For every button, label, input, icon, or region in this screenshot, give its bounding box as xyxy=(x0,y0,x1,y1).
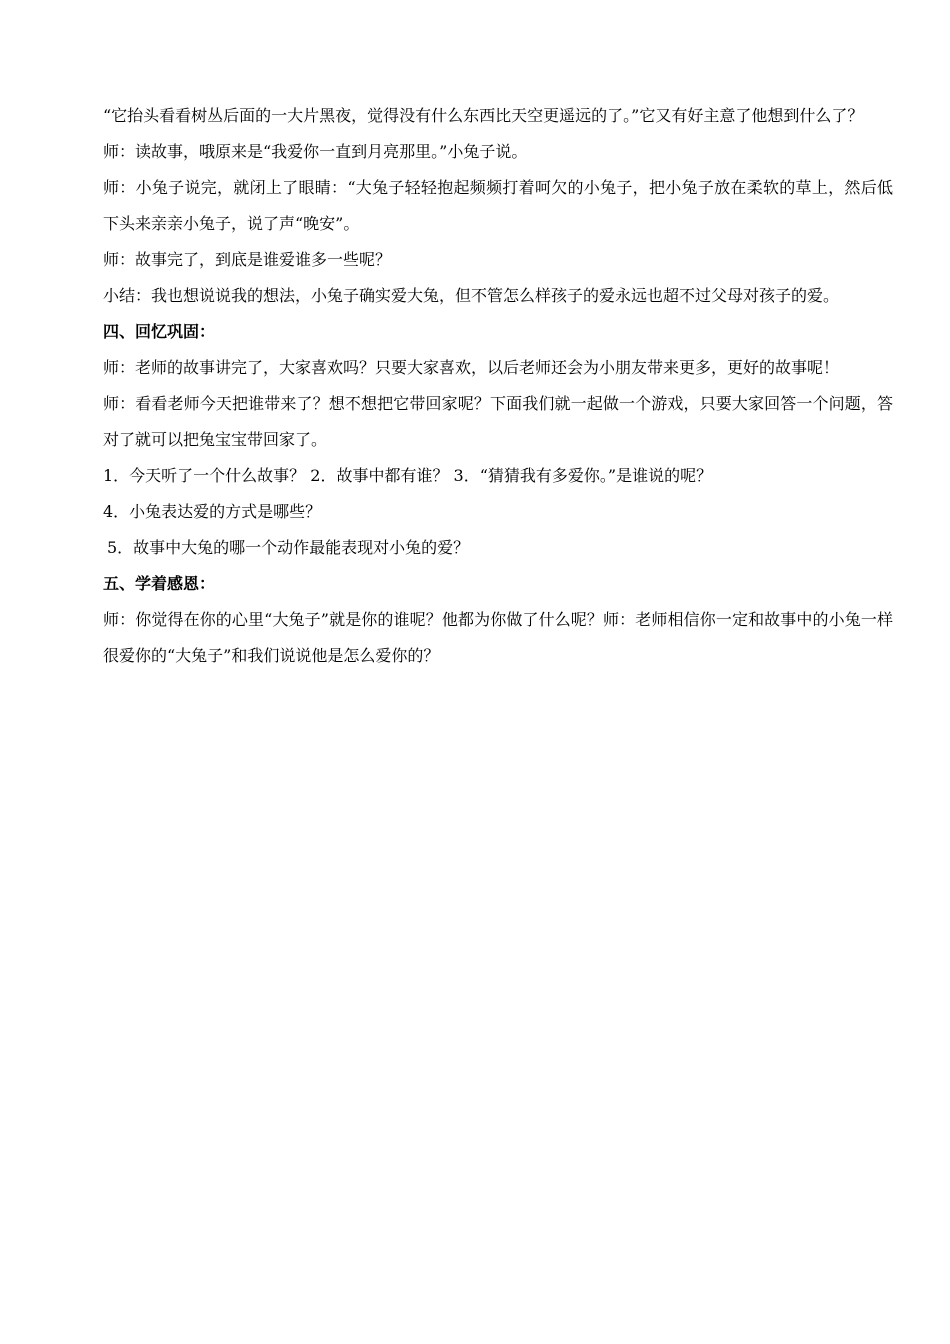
paragraph-story-sky: “它抬头看看树丛后面的一大片黑夜，觉得没有什么东西比天空更遥远的了。”它又有好主意了他想到什么了？ xyxy=(103,106,864,125)
document-page xyxy=(103,98,893,674)
paragraph-game-intro: 师：看看老师今天把谁带来了？想不想把它带回家呢？下面我们就一起做一个游戏，只要大家回答一个问题，答对了就可以把兔宝宝带回家了。 xyxy=(103,394,893,449)
paragraph-question-5: 5．故事中大兔的哪一个动作最能表现对小兔的爱？ xyxy=(107,538,470,557)
paragraph-story-finished: 师：老师的故事讲完了，大家喜欢吗？只要大家喜欢，以后老师还会为小朋友带来更多，更好的故事呢！ xyxy=(103,358,840,377)
paragraph-questions-1-3: 1．今天听了一个什么故事？ 2．故事中都有谁？ 3．“猜猜我有多爱你。”是谁说的呢？ xyxy=(103,466,713,485)
paragraph-summary: 小结：我也想说说我的想法，小兔子确实爱大兔，但不管怎么样孩子的爱永远也超不过父母对孩子的爱。 xyxy=(103,286,840,305)
paragraph-question-4: 4．小兔表达爱的方式是哪些？ xyxy=(103,502,322,521)
section-heading-review: 四、回忆巩固： xyxy=(103,322,216,341)
paragraph-question-who-loves-more: 师：故事完了，到底是谁爱谁多一些呢？ xyxy=(103,250,392,269)
section-heading-gratitude: 五、学着感恩： xyxy=(103,574,216,593)
paragraph-goodnight: 师：小兔子说完，就闭上了眼睛：“大兔子轻轻抱起频频打着呵欠的小兔子，把小兔子放在柔软的草上，然后低下头来亲亲小兔子，说了声“晚安”。 xyxy=(103,178,893,233)
paragraph-big-rabbit: 师：你觉得在你的心里“大兔子”就是你的谁呢？他都为你做了什么呢？师：老师相信你一定和故事中的小兔一样很爱你的“大兔子”和我们说说他是怎么爱你的？ xyxy=(103,610,893,665)
paragraph-moon: 师：读故事，哦原来是“我爱你一直到月亮那里。”小兔子说。 xyxy=(103,142,528,161)
